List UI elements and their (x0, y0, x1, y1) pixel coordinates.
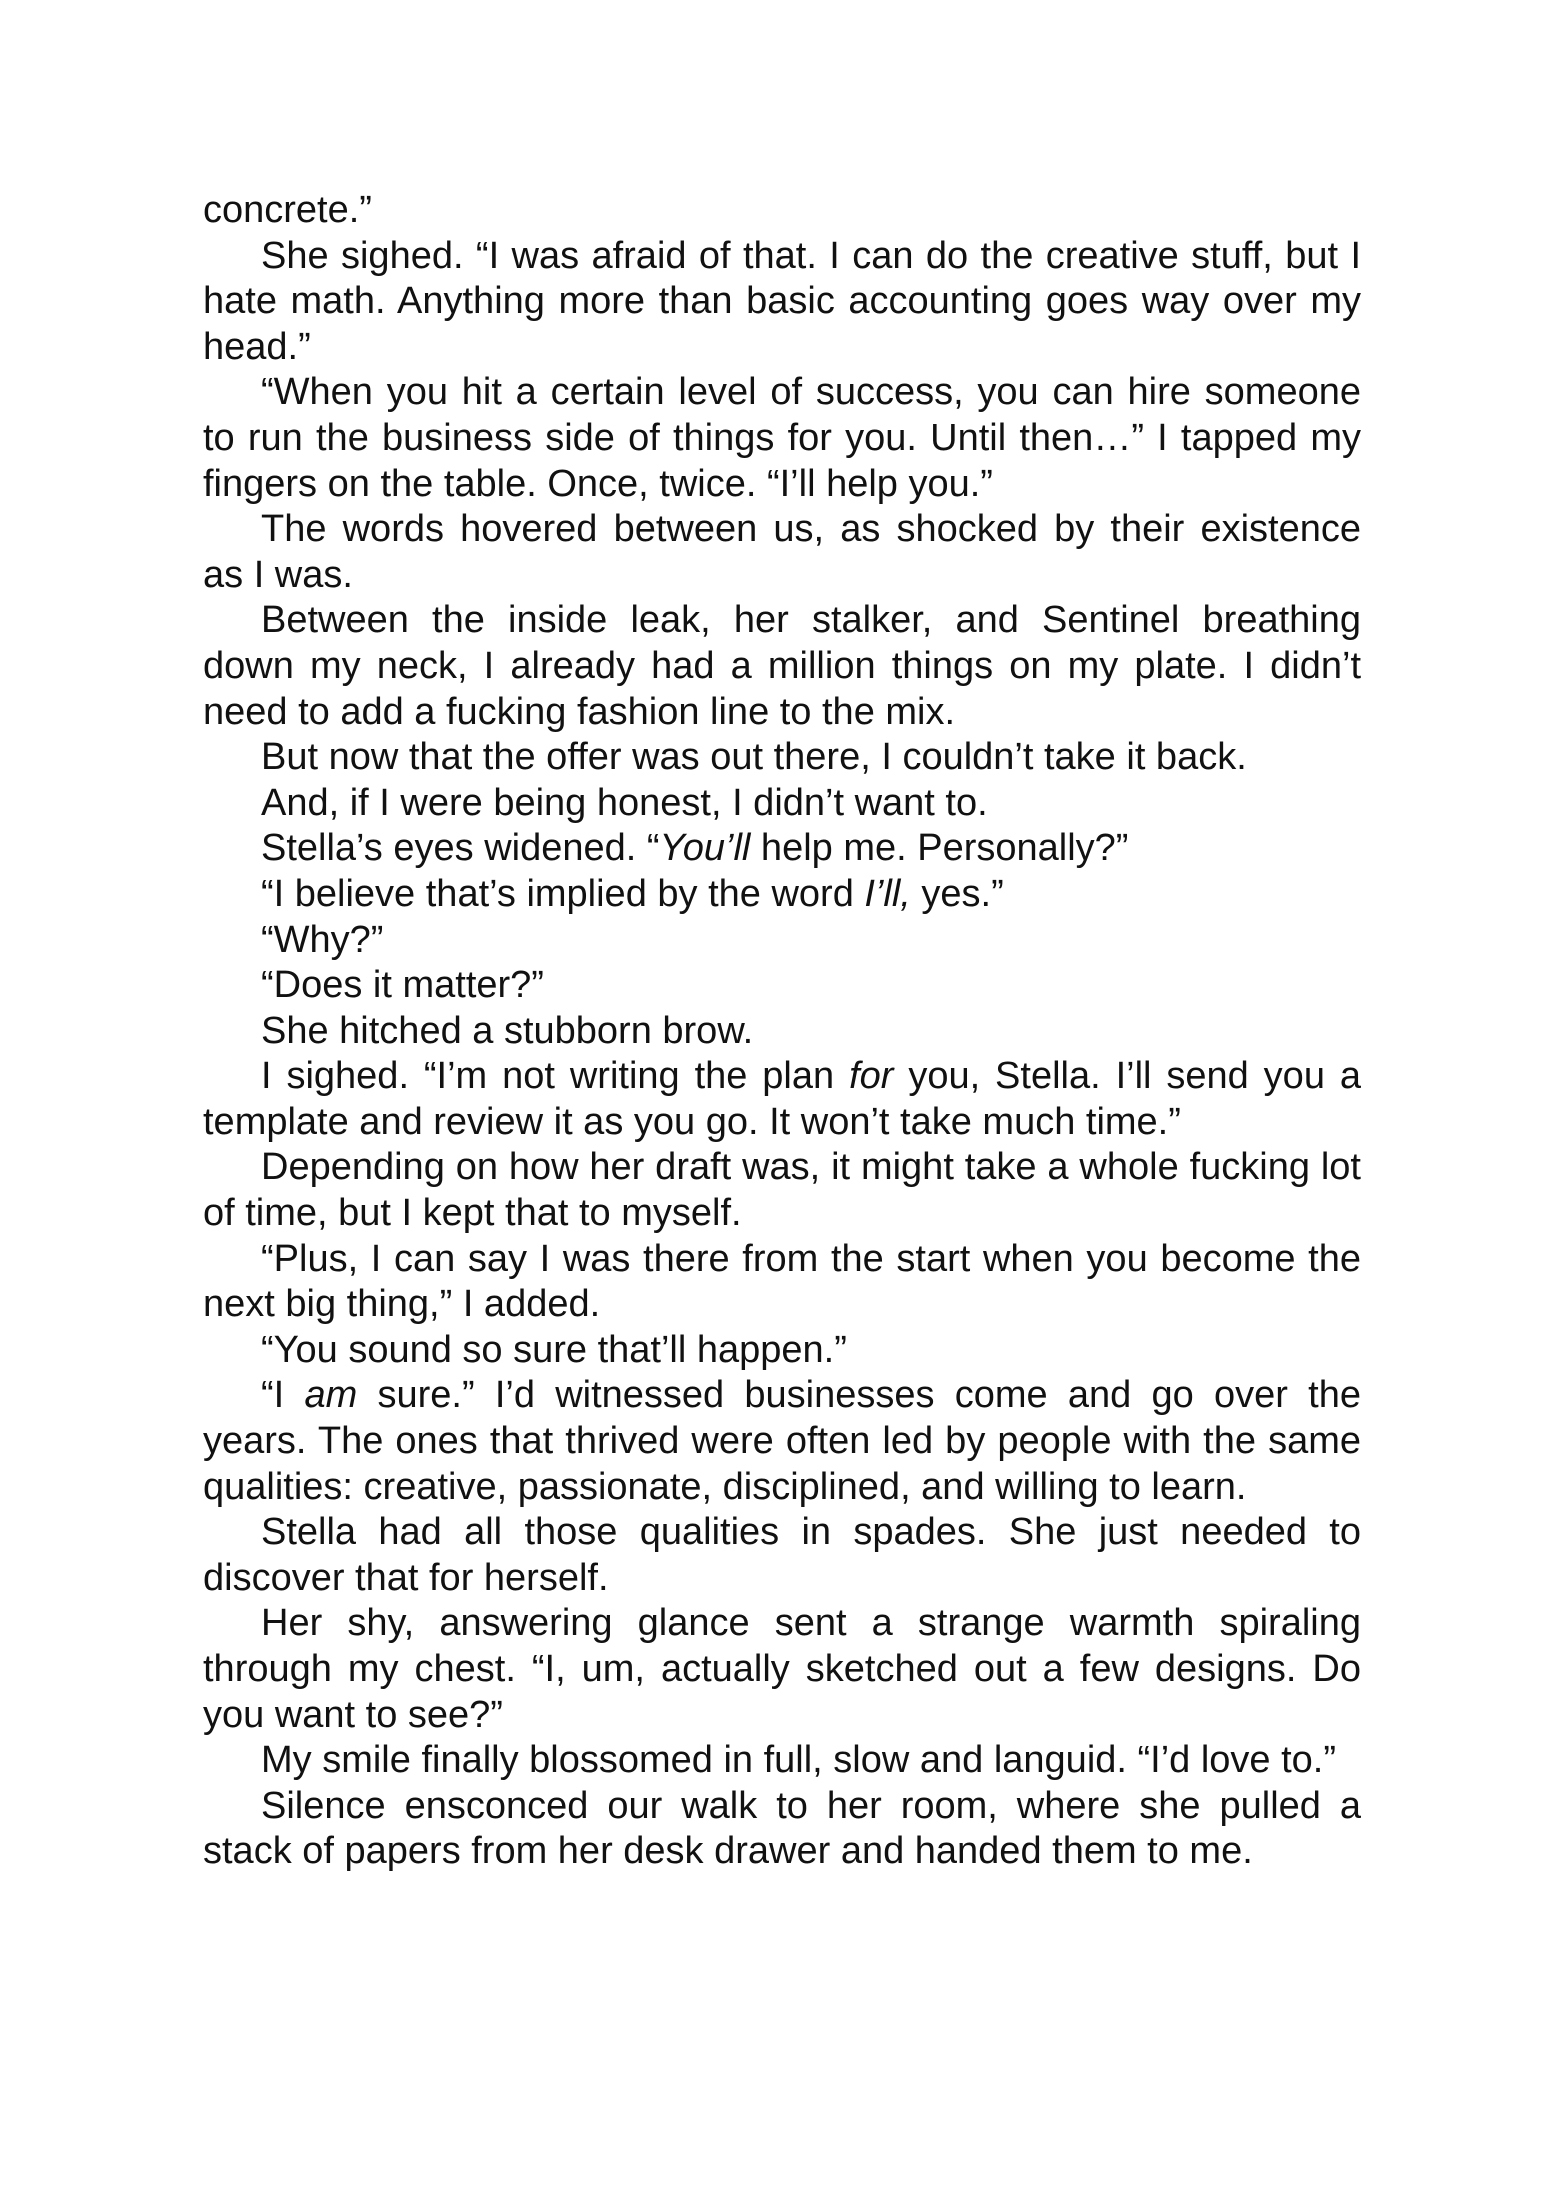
paragraph (203, 735, 1361, 781)
paragraph-text: “Plus, I can say I was there from the start when you become the next big thing,” I added. (203, 1237, 1361, 1326)
paragraph-text: “When you hit a certain level of success, you can hire someone to run the business side of things for you. Until then…” I tapped my fingers on the table. Once, twice. “I’ll help you.” (203, 371, 1361, 505)
paragraph-text: Depending on how her draft was, it might take a whole fucking lot of time, but I kept that to myself. (203, 1146, 1361, 1235)
paragraph (203, 1009, 1361, 1055)
paragraph (203, 872, 1361, 918)
italic-emphasis: for (849, 1055, 894, 1098)
paragraph-text: yes.” (910, 872, 1004, 915)
paragraph (203, 507, 1361, 598)
paragraph-text: help me. Personally?” (750, 827, 1129, 870)
paragraph (203, 826, 1361, 872)
book-page (203, 188, 1361, 1875)
paragraph (203, 1328, 1361, 1374)
paragraph (203, 234, 1361, 371)
paragraph-text: Stella had all those qualities in spades. She just needed to discover that for herself. (203, 1511, 1361, 1599)
paragraph (203, 1237, 1361, 1328)
paragraph (203, 1510, 1361, 1601)
paragraph (203, 1601, 1361, 1738)
paragraph-text: “Why?” (261, 918, 384, 961)
paragraph (203, 1145, 1361, 1236)
paragraph-text: I sighed. “I’m not writing the plan (261, 1055, 850, 1098)
paragraph (203, 1054, 1361, 1145)
paragraph (203, 370, 1361, 507)
paragraph-text: “I (261, 1374, 305, 1417)
paragraph-text: sure.” I’d witnessed businesses come and go over the years. The ones that thrived were often led by people with the same qualities: creative, passionate, disciplined, and willing to learn. (203, 1374, 1361, 1508)
paragraph-text: My smile finally blossomed in full, slow and languid. “I’d love to.” (261, 1739, 1337, 1782)
paragraph (203, 188, 1361, 234)
paragraph-text: But now that the offer was out there, I couldn’t take it back. (261, 736, 1247, 779)
paragraph-text: And, if I were being honest, I didn’t want to. (261, 781, 988, 824)
italic-emphasis: You’ll (659, 827, 751, 870)
paragraph-text: “Does it matter?” (261, 964, 544, 1007)
paragraph (203, 598, 1361, 735)
paragraph-text: concrete.” (203, 189, 372, 231)
paragraph-text: She sighed. “I was afraid of that. I can do the creative stuff, but I hate math. Anything more than basic accounting goes way over my head.” (203, 234, 1361, 368)
paragraph (203, 1738, 1361, 1784)
paragraph (203, 1784, 1361, 1875)
italic-emphasis: am (304, 1374, 358, 1417)
paragraph-text: you, Stella. I’ll send you a template and review it as you go. It won’t take much time.” (203, 1055, 1361, 1143)
paragraph-text: Her shy, answering glance sent a strange warmth spiraling through my chest. “I, um, actually sketched out a few designs. Do you want to see?” (203, 1602, 1361, 1736)
paragraph-text: “You sound so sure that’ll happen.” (261, 1328, 847, 1371)
italic-emphasis: I’ll, (864, 872, 911, 915)
paragraph-text: Silence ensconced our walk to her room, where she pulled a stack of papers from her desk drawer and handed them to me. (203, 1784, 1361, 1873)
paragraph (203, 781, 1361, 827)
paragraph-text: Between the inside leak, her stalker, and Sentinel breathing down my neck, I already had a million things on my plate. I didn’t need to add a fucking fashion line to the mix. (203, 599, 1361, 733)
paragraph-text: “I believe that’s implied by the word (261, 872, 865, 915)
paragraph-text: The words hovered between us, as shocked by their existence as I was. (203, 508, 1361, 596)
paragraph-text: She hitched a stubborn brow. (261, 1009, 754, 1052)
paragraph-text: Stella’s eyes widened. “ (261, 827, 660, 870)
paragraph (203, 963, 1361, 1009)
paragraph (203, 918, 1361, 964)
paragraph (203, 1373, 1361, 1510)
